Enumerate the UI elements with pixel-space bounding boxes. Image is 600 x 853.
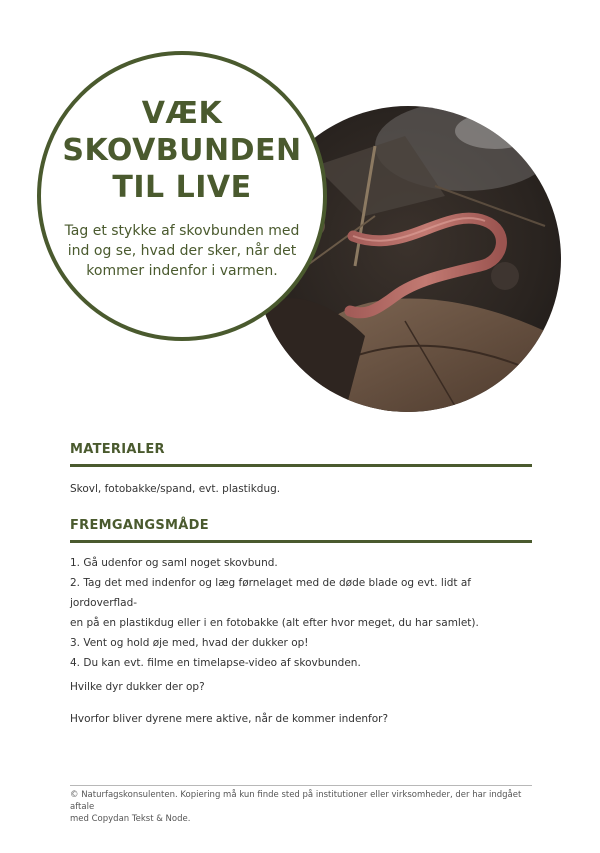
procedure-step: 4. Du kan evt. filme en timelapse-video af skovbunden.	[70, 657, 361, 669]
footer-line: © Naturfagskonsulenten. Kopiering må kun finde sted på institutioner eller virksomheder, der har indgået aftale	[70, 790, 522, 812]
procedure-step: en på en plastikdug eller i en fotobakke (alt efter hvor meget, du har samlet).	[70, 617, 479, 629]
copyright-footer	[70, 789, 532, 825]
intro-line: kommer indenfor i varmen.	[86, 263, 278, 279]
procedure-heading: FREMGANGSMÅDE	[70, 518, 532, 543]
footer-divider	[70, 785, 532, 786]
intro-line: Tag et stykke af skovbunden med	[64, 223, 300, 239]
materials-heading: MATERIALER	[70, 442, 532, 467]
title-line: SKOVBUNDEN	[62, 133, 302, 168]
title-line: TIL LIVE	[112, 170, 252, 205]
procedure-step: 1. Gå udenfor og saml noget skovbund.	[70, 557, 278, 569]
procedure-steps	[70, 553, 540, 673]
procedure-step: 3. Vent og hold øje med, hvad der dukker op!	[70, 637, 309, 649]
footer-line: med Copydan Tekst & Node.	[70, 814, 191, 824]
question: Hvilke dyr dukker der op?	[70, 681, 205, 693]
page-title	[41, 95, 323, 206]
intro-line: ind og se, hvad der sker, når det	[67, 243, 297, 259]
intro-text	[63, 221, 301, 281]
materials-text: Skovl, fotobakke/spand, evt. plastikdug.	[70, 483, 281, 495]
procedure-step: 2. Tag det med indenfor og læg førnelaget med de døde blade og evt. lidt af jordoverflad-	[70, 577, 471, 609]
question: Hvorfor bliver dyrene mere aktive, når de kommer indenfor?	[70, 713, 389, 725]
title-line: VÆK	[141, 96, 223, 131]
title-circle	[37, 51, 327, 341]
